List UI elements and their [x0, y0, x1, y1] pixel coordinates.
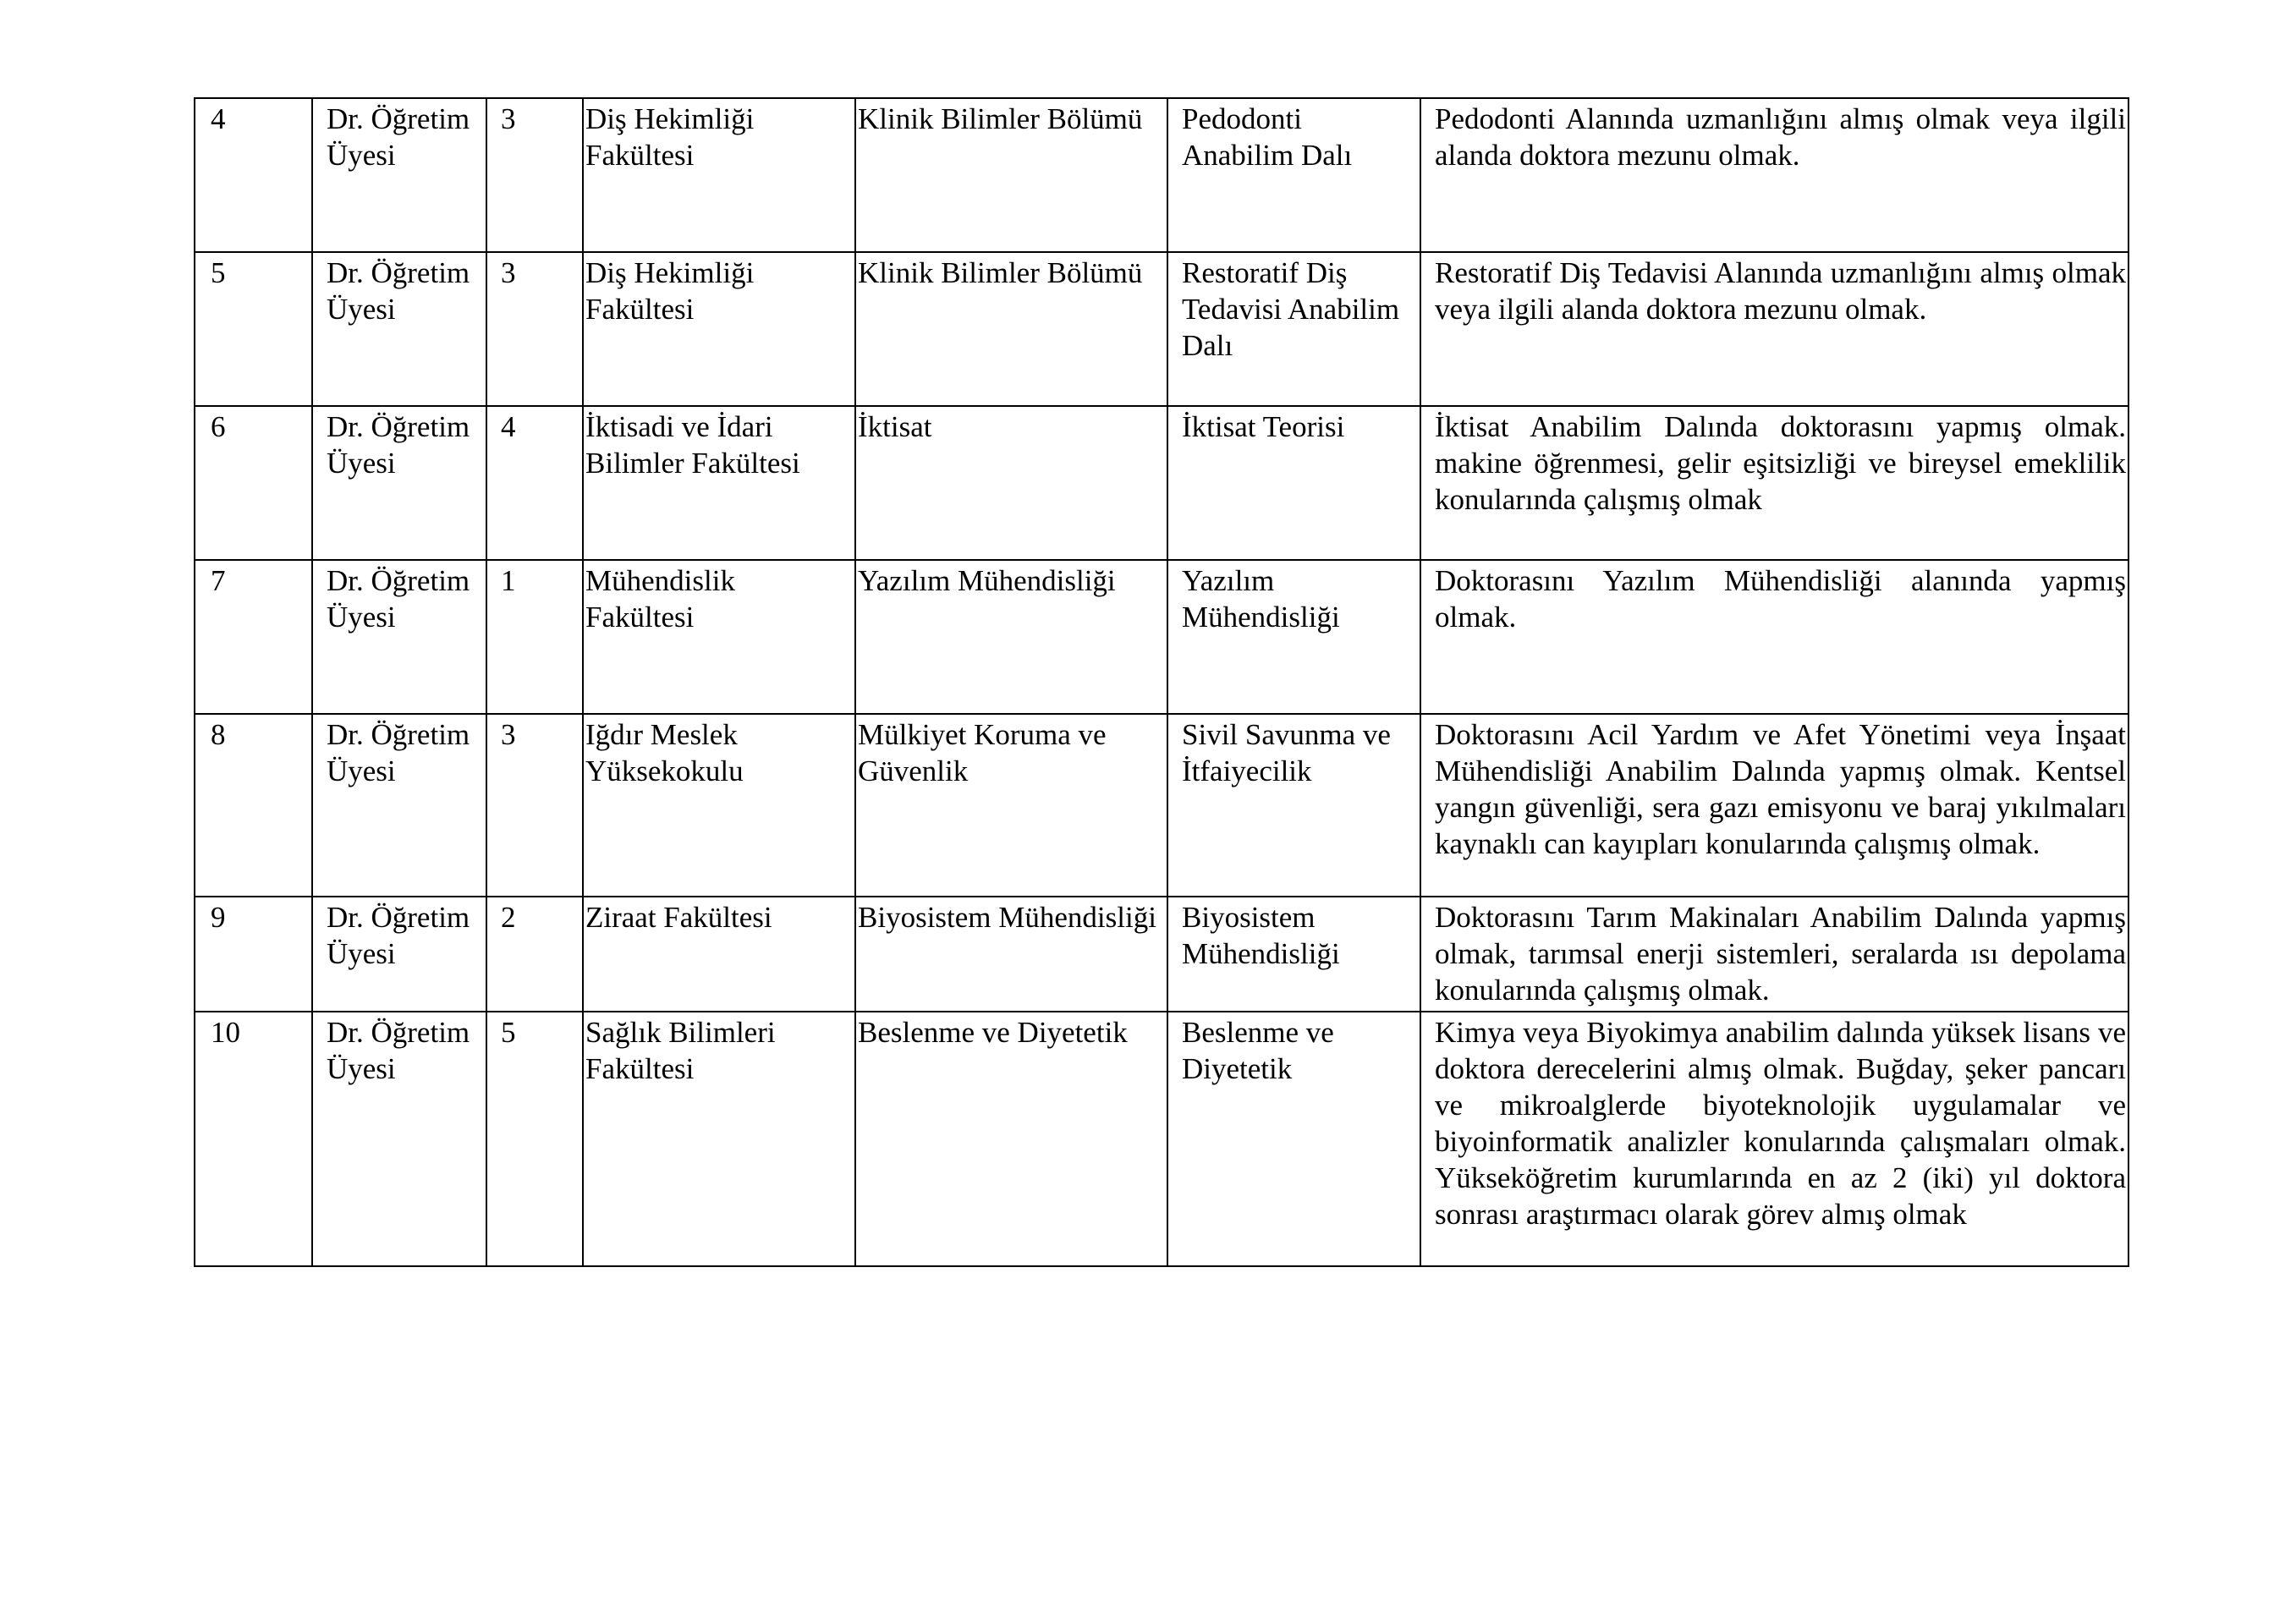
academic-positions-table [194, 97, 2129, 1267]
faculty-name: Sağlık Bilimleri Fakültesi [583, 1012, 855, 1266]
table-row [195, 714, 2128, 897]
row-number: 8 [195, 714, 312, 897]
faculty-name: Diş Hekimliği Fakültesi [583, 252, 855, 406]
department-name: Klinik Bilimler Bölümü [855, 252, 1167, 406]
position-count: 5 [486, 1012, 583, 1266]
department-name: İktisat [855, 406, 1167, 560]
table-row [195, 406, 2128, 560]
requirement-text: Restoratif Diş Tedavisi Alanında uzmanlığını almış olmak veya ilgili alanda doktora mezunu olmak. [1420, 252, 2128, 406]
field-name: İktisat Teorisi [1167, 406, 1420, 560]
row-number: 9 [195, 897, 312, 1012]
position-title: Dr. Öğretim Üyesi [312, 252, 486, 406]
position-title: Dr. Öğretim Üyesi [312, 1012, 486, 1266]
field-name: Beslenme ve Diyetetik [1167, 1012, 1420, 1266]
department-name: Klinik Bilimler Bölümü [855, 98, 1167, 252]
position-count: 2 [486, 897, 583, 1012]
department-name: Biyosistem Mühendisliği [855, 897, 1167, 1012]
row-number: 6 [195, 406, 312, 560]
requirement-text: Doktorasını Acil Yardım ve Afet Yönetimi veya İnşaat Mühendisliği Anabilim Dalında yapmış olmak. Kentsel yangın güvenliği, sera gazı emisyonu ve baraj yıkılmaları kaynaklı can kayıpları konularında çalışmış olmak. [1420, 714, 2128, 897]
position-title: Dr. Öğretim Üyesi [312, 560, 486, 714]
row-number: 10 [195, 1012, 312, 1266]
table-row [195, 98, 2128, 252]
position-count: 3 [486, 714, 583, 897]
faculty-name: Ziraat Fakültesi [583, 897, 855, 1012]
position-count: 3 [486, 252, 583, 406]
department-name: Mülkiyet Koruma ve Güvenlik [855, 714, 1167, 897]
requirement-text: Doktorasını Tarım Makinaları Anabilim Dalında yapmış olmak, tarımsal enerji sistemleri, seralarda ısı depolama konularında çalışmış olmak. [1420, 897, 2128, 1012]
field-name: Sivil Savunma ve İtfaiyecilik [1167, 714, 1420, 897]
position-title: Dr. Öğretim Üyesi [312, 406, 486, 560]
department-name: Yazılım Mühendisliği [855, 560, 1167, 714]
row-number: 5 [195, 252, 312, 406]
position-title: Dr. Öğretim Üyesi [312, 98, 486, 252]
requirement-text: Kimya veya Biyokimya anabilim dalında yüksek lisans ve doktora derecelerini almış olmak. Buğday, şeker pancarı ve mikroalglerde biyoteknolojik uygulamalar ve biyoinformatik analizler konularında çalışmaları olmak. Yükseköğretim kurumlarında en az 2 (iki) yıl doktora sonrası araştırmacı olarak görev almış olmak [1420, 1012, 2128, 1266]
faculty-name: Iğdır Meslek Yüksekokulu [583, 714, 855, 897]
position-title: Dr. Öğretim Üyesi [312, 714, 486, 897]
requirement-text: Pedodonti Alanında uzmanlığını almış olmak veya ilgili alanda doktora mezunu olmak. [1420, 98, 2128, 252]
table-row [195, 252, 2128, 406]
position-title: Dr. Öğretim Üyesi [312, 897, 486, 1012]
field-name: Pedodonti Anabilim Dalı [1167, 98, 1420, 252]
table-row [195, 560, 2128, 714]
faculty-name: Diş Hekimliği Fakültesi [583, 98, 855, 252]
row-number: 4 [195, 98, 312, 252]
field-name: Restoratif Diş Tedavisi Anabilim Dalı [1167, 252, 1420, 406]
department-name: Beslenme ve Diyetetik [855, 1012, 1167, 1266]
table-row [195, 1012, 2128, 1266]
table-row [195, 897, 2128, 1012]
faculty-name: Mühendislik Fakültesi [583, 560, 855, 714]
faculty-name: İktisadi ve İdari Bilimler Fakültesi [583, 406, 855, 560]
position-count: 3 [486, 98, 583, 252]
requirement-text: İktisat Anabilim Dalında doktorasını yapmış olmak. makine öğrenmesi, gelir eşitsizliği ve bireysel emeklilik konularında çalışmış olmak [1420, 406, 2128, 560]
requirement-text: Doktorasını Yazılım Mühendisliği alanında yapmış olmak. [1420, 560, 2128, 714]
field-name: Yazılım Mühendisliği [1167, 560, 1420, 714]
field-name: Biyosistem Mühendisliği [1167, 897, 1420, 1012]
position-count: 4 [486, 406, 583, 560]
row-number: 7 [195, 560, 312, 714]
position-count: 1 [486, 560, 583, 714]
